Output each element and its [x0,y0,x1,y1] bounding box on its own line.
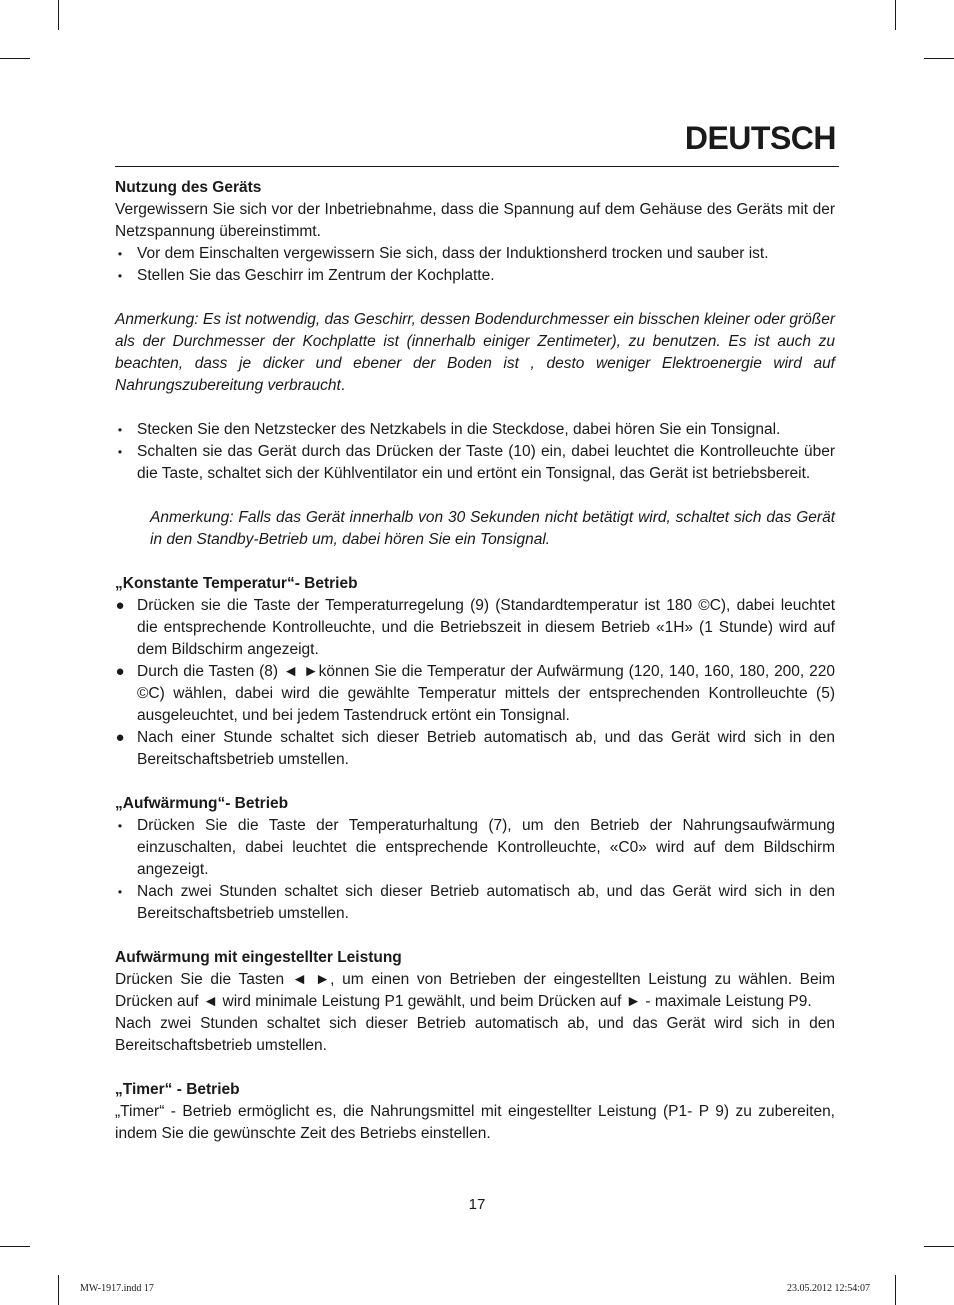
crop-mark [895,1275,896,1305]
bullet-list [115,243,835,287]
paragraph: Nach zwei Stunden schaltet sich dieser Betrieb automatisch ab, und das Gerät wird sich in den Bereitschaftsbetrieb umstellen. [115,1015,835,1054]
bullet-icon: ● [115,597,125,614]
paragraph: Drücken Sie die Tasten ◄ ►, um einen von Betrieben der eingestellten Leistung zu wählen. Beim Drücken auf ◄ wird minimale Leistung P1 gewählt, und beim Drücken auf ► - maximale Leistung P9. [115,971,835,1010]
list-item-text: Drücken Sie die Taste der Temperaturhaltung (7), um den Betrieb der Nahrungsaufwärmung einzuschalten, dabei leuchtet die entsprechende Kontrolleuchte, «C0» wird auf dem Bildschirm angezeigt. [137,817,835,878]
list-item-text: Durch die Tasten (8) ◄ ►können Sie die Temperatur der Aufwärmung (120, 140, 160, 180, 200, 220 ©C) wählen, dabei wird die gewählte Temperatur mittels der entsprechenden Kontrolleuchte (5) ausgeleuchtet, und bei jedem Tastendruck ertönt ein Tonsignal. [137,663,835,724]
list-item [115,881,835,925]
crop-mark [58,0,59,30]
crop-mark [924,1246,954,1247]
list-item-text: Vor dem Einschalten vergewissern Sie sich, dass der Induktionsherd trocken und sauber ist. [137,245,769,262]
note: Anmerkung: Falls das Gerät innerhalb von 30 Sekunden nicht betätigt wird, schaltet sich das Gerät in den Standby-Betrieb um, dabei hören Sie ein Tonsignal. [150,509,835,548]
list-item [115,815,835,881]
title-rule [115,166,839,167]
list-item-text: Stellen Sie das Geschirr im Zentrum der Kochplatte. [137,267,495,284]
page-number: 17 [468,1196,486,1213]
bullet-icon: • [117,423,123,437]
paragraph: Vergewissern Sie sich vor der Inbetriebnahme, dass die Spannung auf dem Gehäuse des Geräts mit der Netzspannung übereinstimmt. [115,201,835,240]
list-item-text: Schalten sie das Gerät durch das Drücken der Taste (10) ein, dabei leuchtet die Kontrolleuchte über die Taste, schaltet sich der Kühlventilator ein und ertönt ein Tonsignal, das Gerät ist betriebsbereit. [137,443,835,482]
note-end: . [340,377,346,394]
bullet-list [115,815,835,925]
list-item [115,243,835,265]
bullet-icon: • [117,247,123,261]
list-item [115,661,835,727]
section-heading: „Timer“ - Betrieb [115,1081,240,1098]
slug-file: MW-1917.indd 17 [80,1283,154,1294]
list-item-text: Drücken sie die Taste der Temperaturregelung (9) (Standardtemperatur ist 180 ©C), dabei leuchtet die entsprechende Kontrolleuchte, und die Betriebszeit in diesem Betrieb «1H» (1 Stunde) wird auf dem Bildschirm angezeigt. [137,597,835,658]
note [115,309,835,397]
slug-date: 23.05.2012 12:54:07 [786,1283,870,1294]
list-item [115,595,835,661]
crop-mark [0,1246,30,1247]
bullet-icon: • [117,819,123,833]
list-item-text: Nach zwei Stunden schaltet sich dieser Betrieb automatisch ab, und das Gerät wird sich in den Bereitschaftsbetrieb umstellen. [137,883,835,922]
section-heading: „Aufwärmung“- Betrieb [115,795,289,812]
section-heading: Nutzung des Geräts [115,179,262,196]
bullet-list [115,595,835,771]
page-title: DEUTSCH [684,120,836,156]
bullet-icon: • [117,445,123,459]
crop-mark [924,58,954,59]
crop-mark [895,0,896,30]
paragraph: „Timer“ - Betrieb ermöglicht es, die Nahrungsmittel mit eingestellter Leistung (P1- P 9) zu zubereiten, indem Sie die gewünschte Zeit des Betriebs einstellen. [115,1103,835,1142]
crop-mark [0,58,30,59]
list-item [115,441,835,485]
list-item-text: Nach einer Stunde schaltet sich dieser Betrieb automatisch ab, und das Gerät wird sich in den Bereitschaftsbetrieb umstellen. [137,729,835,768]
section-heading: „Konstante Temperatur“- Betrieb [115,575,358,592]
note-text: Anmerkung: Es ist notwendig, das Geschirr, dessen Bodendurchmesser ein bisschen kleiner oder größer als der Durchmesser der Kochplatte ist (innerhalb einiger Zentimeter), zu benutzen. Es ist auch zu beachten, dass je dicker und ebener der Boden ist , desto weniger Elektroenergie wird auf Nahrungszubereitung verbraucht [115,311,835,394]
list-item [115,265,835,287]
crop-mark [58,1275,59,1305]
list-item [115,727,835,771]
list-item [115,419,835,441]
bullet-icon: ● [115,729,125,746]
bullet-icon: • [117,885,123,899]
bullet-icon: • [117,269,123,283]
section-heading: Aufwärmung mit eingestellter Leistung [115,949,402,966]
page-body [115,177,835,1145]
bullet-list [115,419,835,485]
list-item-text: Stecken Sie den Netzstecker des Netzkabels in die Steckdose, dabei hören Sie ein Tonsignal. [137,421,781,438]
bullet-icon: ● [115,663,125,680]
